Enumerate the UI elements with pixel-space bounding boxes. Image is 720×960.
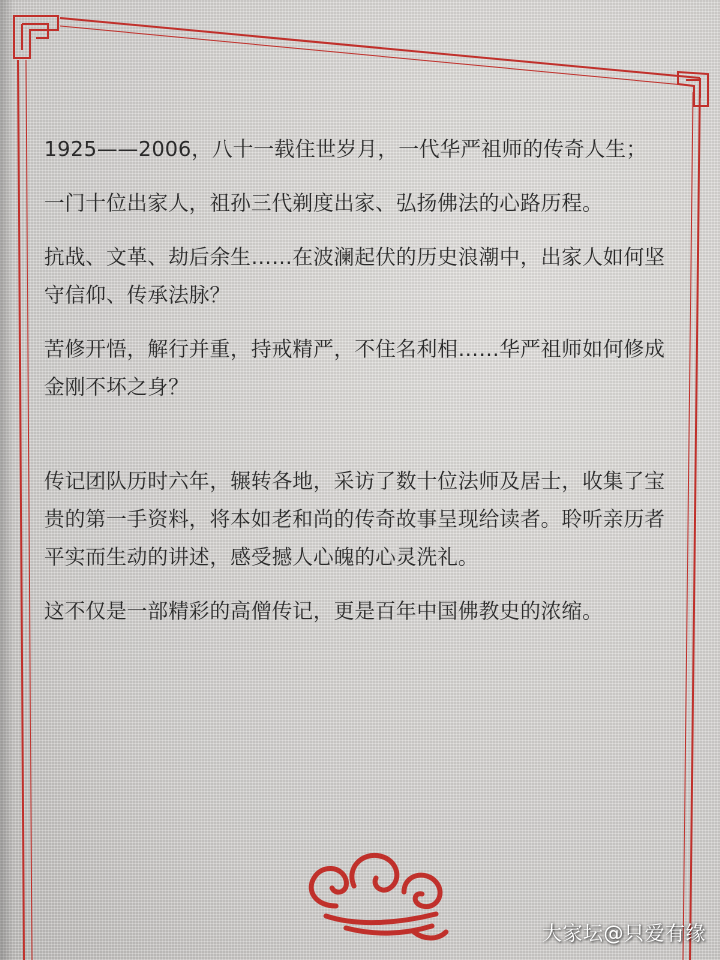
paragraph-team: 传记团队历时六年，辗转各地，采访了数十位法师及居士，收集了宝贵的第一手资料，将本如老和尚的传奇故事呈现给读者。聆听亲历者平实而生动的讲述，感受撼人心魄的心灵洗礼。	[44, 469, 665, 569]
paragraph-history: 抗战、文革、劫后余生……在波澜起伏的历史浪潮中，出家人如何坚守信仰、传承法脉？	[44, 245, 665, 307]
paragraph-years: 1925——2006，八十一载住世岁月，一代华严祖师的传奇人生；	[44, 137, 647, 161]
paragraph-family: 一门十位出家人，祖孙三代剃度出家、弘扬佛法的心路历程。	[44, 191, 603, 215]
auspicious-cloud-icon	[296, 836, 456, 946]
book-text	[44, 130, 684, 646]
site-watermark: 大家坛@只爱有缘	[542, 921, 706, 945]
paragraph-practice: 苦修开悟，解行并重，持戒精严，不住名利相……华严祖师如何修成金刚不坏之身？	[44, 337, 665, 399]
paragraph-summary: 这不仅是一部精彩的高僧传记，更是百年中国佛教史的浓缩。	[44, 599, 603, 623]
